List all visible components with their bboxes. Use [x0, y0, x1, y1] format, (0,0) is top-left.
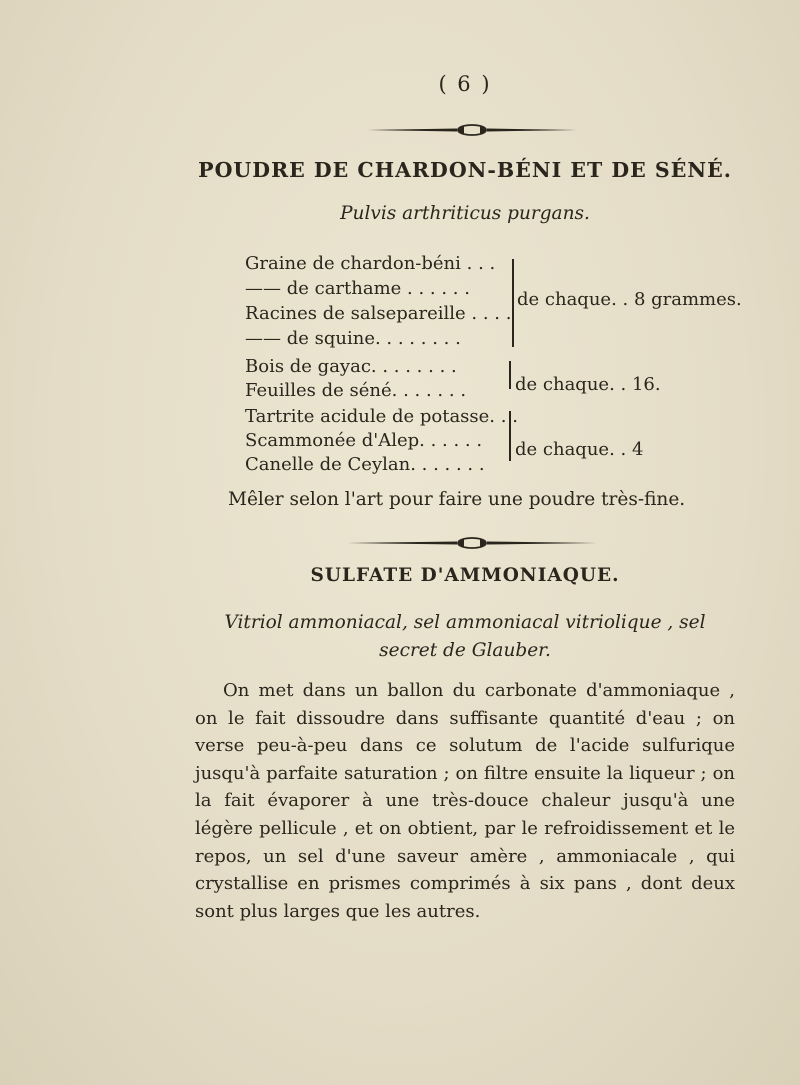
quantity-label: de chaque. . 8 grammes.	[517, 289, 742, 310]
ingredient-item: Tartrite acidule de potasse. . .	[245, 406, 518, 427]
quantity-label: de chaque. . 4	[515, 439, 644, 460]
brace-bracket	[512, 259, 514, 347]
body-paragraph: On met dans un ballon du carbonate d'ammoniaque , on le fait dissoudre dans suffisante quantité d'eau ; on verse peu-à-peu dans ce solutum de l'acide sulfurique jusqu'à parfaite saturation ; on filtre ensuite la liqueur ; on la fait évaporer à une très-douce chaleur jusqu'à une légère pellicule , et on obtient, par le refroidissement et le repos, un sel d'une saveur amère , ammoniacale , qui crystallise en prismes comprimés à six pans , dont deux sont plus larges que les autres.	[195, 680, 735, 922]
ingredient-item: —— de squine. . . . . . . .	[245, 328, 461, 349]
ingredient-item: Bois de gayac. . . . . . . .	[245, 356, 457, 377]
ingredient-item: Scammonée d'Alep. . . . . .	[245, 430, 483, 451]
ingredient-item: Canelle de Ceylan. . . . . . .	[245, 454, 485, 475]
ornamental-divider-top	[0, 123, 800, 137]
ornamental-divider-middle	[0, 536, 800, 550]
brace-bracket	[509, 361, 511, 389]
section-subtitle-synonyms: Vitriol ammoniacal, sel ammoniacal vitriolique , sel secret de Glauber.	[224, 612, 706, 661]
section-title-sulfate: SULFATE D'AMMONIAQUE.	[310, 565, 620, 586]
ingredient-item: —— de carthame . . . . . .	[245, 278, 470, 299]
ingredient-item: Feuilles de séné. . . . . . .	[245, 380, 467, 401]
section-subtitle-latin: Pulvis arthriticus purgans.	[340, 203, 590, 224]
preparation-instruction: Mêler selon l'art pour faire une poudre très-fine.	[228, 489, 686, 510]
ingredient-item: Racines de salsepareille . . . .	[245, 303, 512, 324]
ingredient-item: Graine de chardon-béni . . .	[245, 253, 496, 274]
page-number: ( 6 )	[438, 72, 492, 96]
section-title-poudre: POUDRE DE CHARDON-BÉNI ET DE SÉNÉ.	[198, 158, 732, 182]
brace-bracket	[509, 411, 511, 461]
quantity-label: de chaque. . 16.	[515, 374, 661, 395]
